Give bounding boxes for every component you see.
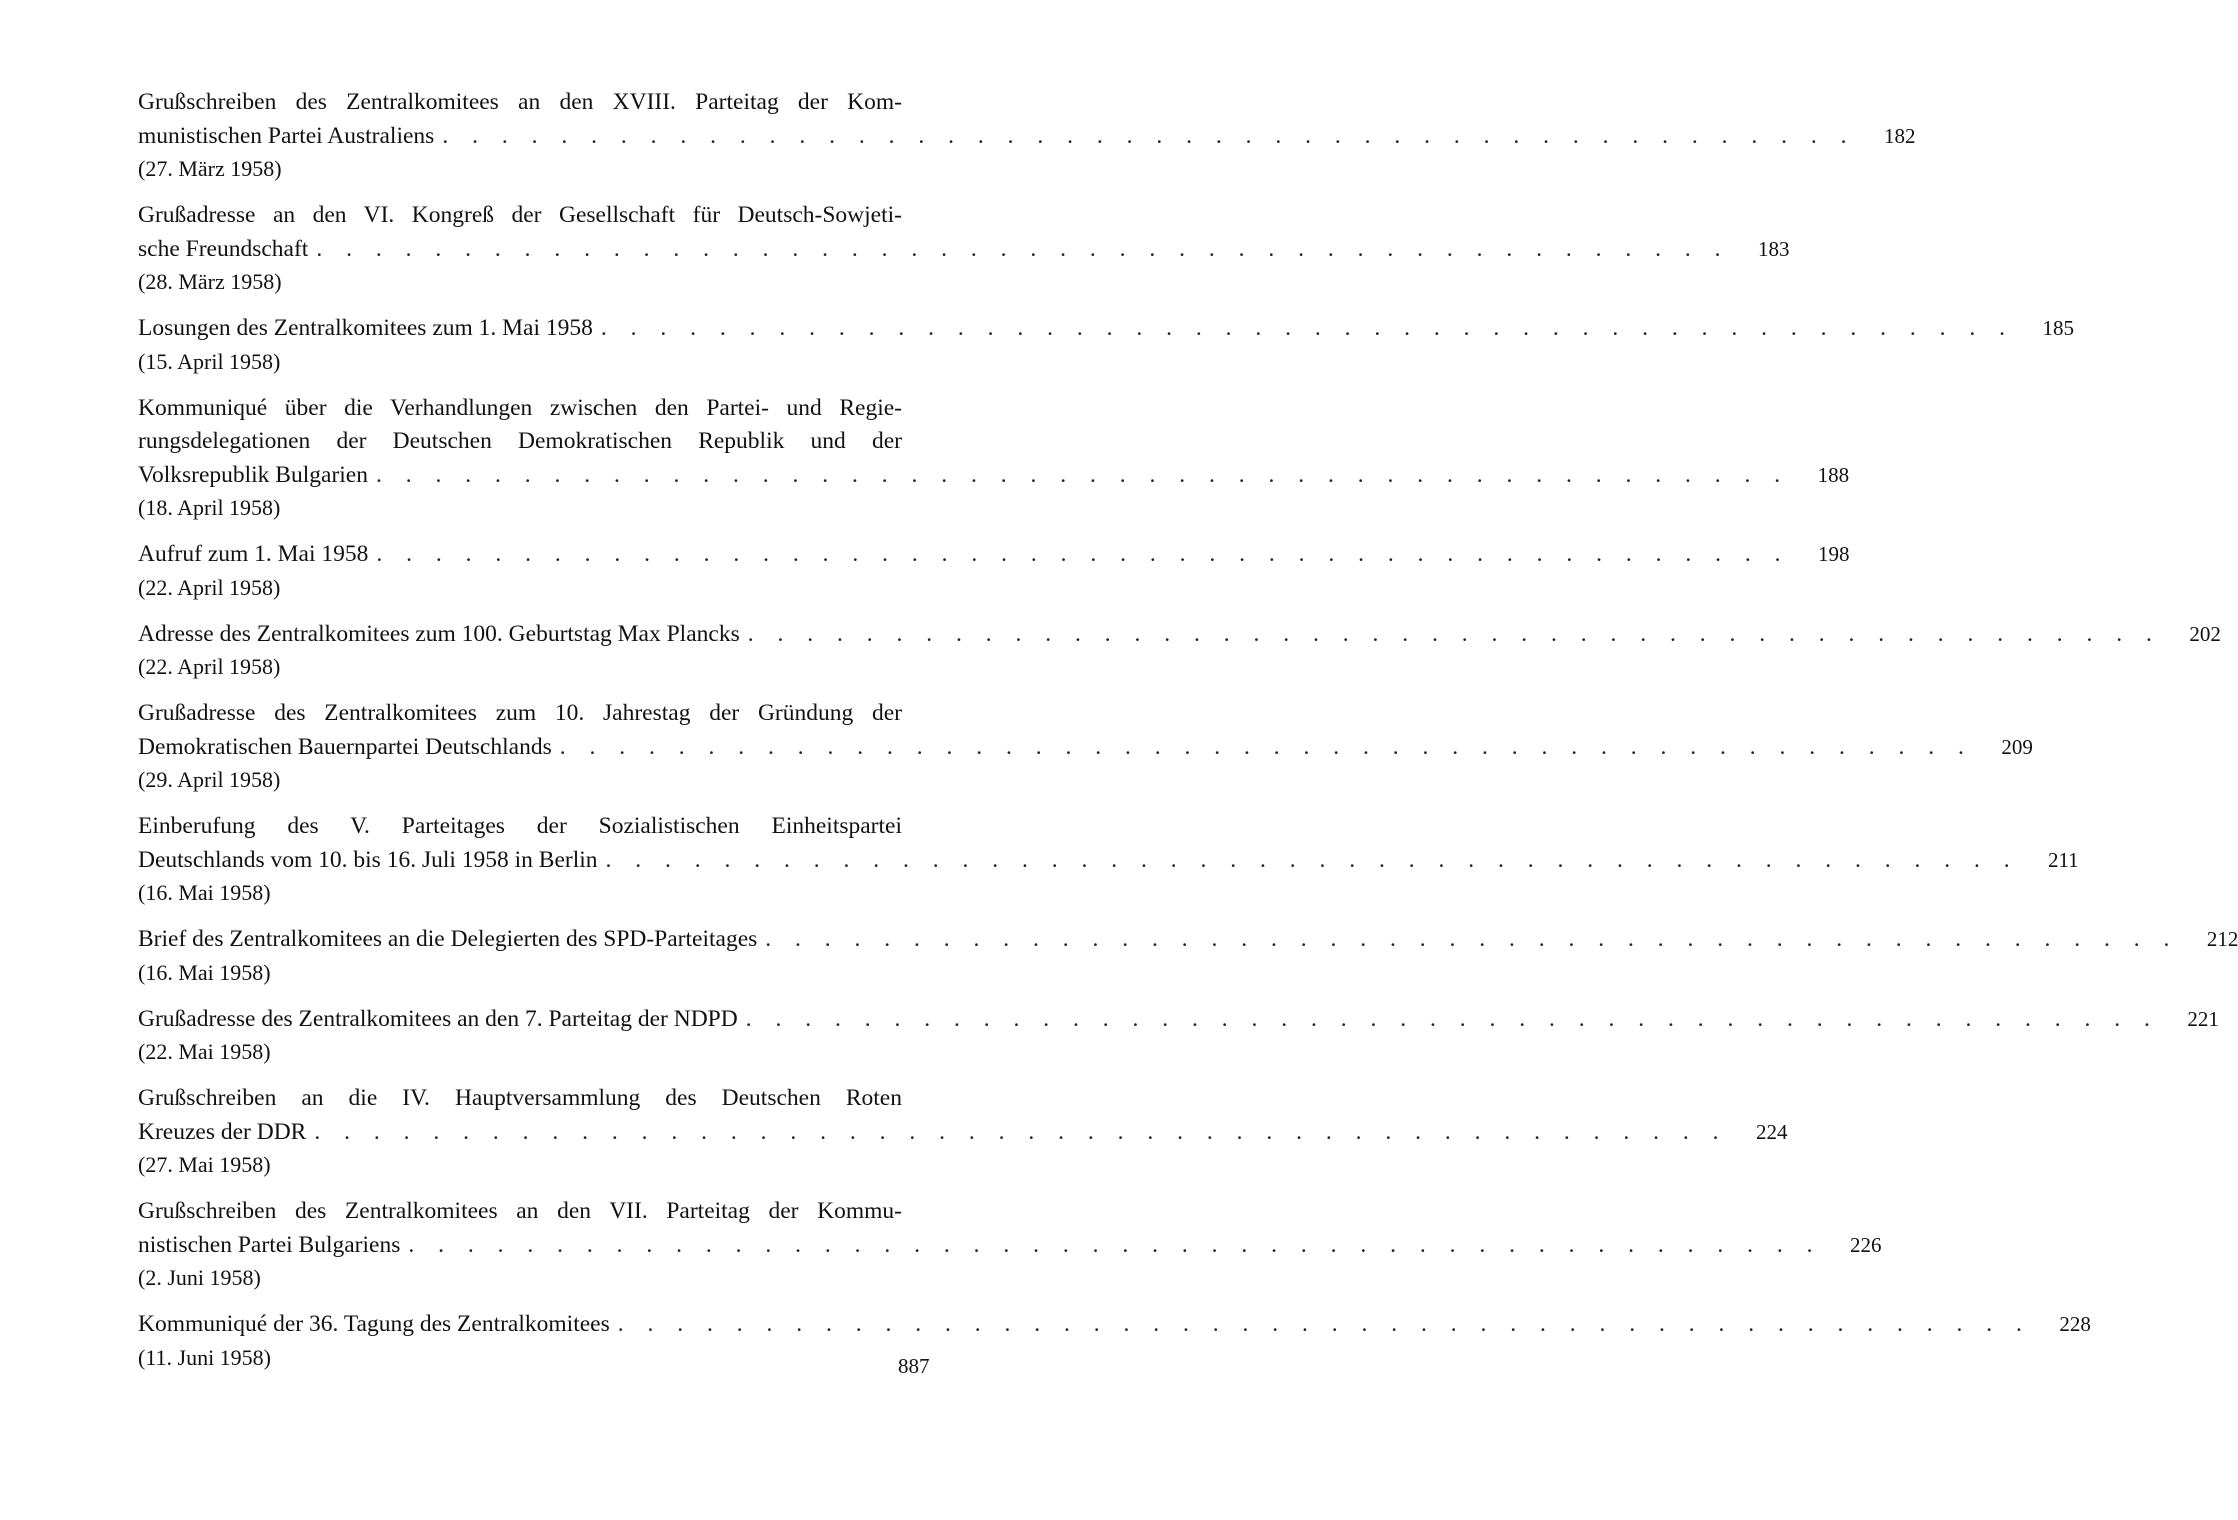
toc-entry-date: (16. Mai 1958) (138, 959, 271, 985)
toc-entry-date: (16. Mai 1958) (138, 880, 271, 905)
toc-entry (138, 199, 1790, 298)
toc-entry-title-last-line (138, 233, 1790, 267)
toc-entry-date: (2. Juni 1958) (138, 1265, 261, 1290)
toc-entry-title-last-line (138, 459, 1850, 493)
table-of-contents (138, 86, 2238, 1388)
toc-entry-page-number: 226 (1850, 1232, 1882, 1257)
toc-entry-title-line: Grußadresse an den VI. Kongreß der Gesellschaft für Deutsch-Sowjeti- (138, 202, 902, 228)
toc-entry-title: Kommuniqué der 36. Tagung des Zentralkomitees (138, 1311, 610, 1337)
toc-entry-title-last-line (138, 1116, 1788, 1150)
toc-entry-page-number: 212 (2206, 927, 2238, 951)
toc-entry-date: (22. April 1958) (138, 654, 281, 679)
dot-leader: . . . . . . . . . . . . . . . . . . . . . . . . . . . . . . . . . . . . . . . . . . . . . . . . (316, 235, 1730, 262)
toc-entry (138, 1195, 1882, 1294)
page-number: 887 (898, 1354, 930, 1378)
toc-entry-page-number: 221 (2187, 1006, 2219, 1031)
toc-entry (138, 312, 2075, 378)
toc-entry-date: (28. März 1958) (138, 269, 282, 294)
toc-entry-date: (22. April 1958) (138, 574, 281, 600)
toc-entry-date: (11. Juni 1958) (138, 1344, 272, 1370)
toc-entry-title: nistischen Partei Bulgariens (138, 1231, 401, 1258)
toc-entry-date: (29. April 1958) (138, 767, 281, 792)
toc-entry (138, 1003, 2219, 1069)
toc-entry-title-line: rungsdelegationen der Deutschen Demokratischen Republik und der (138, 428, 902, 454)
toc-entry (138, 86, 1916, 185)
toc-entry-page-number: 224 (1755, 1119, 1788, 1144)
dot-leader: . . . . . . . . . . . . . . . . . . . . . . . . . . . . . . . . . . . . . . . . . . . . . . . . (605, 846, 2019, 873)
toc-entry-title: Demokratischen Bauernpartei Deutschlands (138, 733, 552, 760)
toc-entry-title-line: Grußschreiben des Zentralkomitees an den XVIII. Parteitag der Kom- (138, 89, 902, 115)
toc-entry-title-last-line (138, 844, 2079, 878)
toc-entry (138, 1082, 1788, 1181)
toc-entry-title: Kreuzes der DDR (138, 1118, 307, 1145)
toc-entry-title-last-line (138, 538, 1850, 572)
toc-entry-page-number: 202 (2189, 621, 2221, 646)
dot-leader: . . . . . . . . . . . . . . . . . . . . . . . . . . . . . . . . . . . . . . . . . . . . . . . . (745, 1005, 2159, 1032)
toc-entry-title: Brief des Zentralkomitees an die Delegierten des SPD-Parteitages (138, 926, 758, 952)
dot-leader: . . . . . . . . . . . . . . . . . . . . . . . . . . . . . . . . . . . . . . . . . . . . . . . . (442, 122, 1856, 149)
dot-leader: . . . . . . . . . . . . . . . . . . . . . . . . . . . . . . . . . . . . . . . . . . . . . . . . (376, 541, 1790, 567)
dot-leader: . . . . . . . . . . . . . . . . . . . . . . . . . . . . . . . . . . . . . . . . . . . . . . . . (765, 926, 2179, 952)
toc-entry (138, 618, 2221, 684)
toc-entry-date: (27. März 1958) (138, 156, 282, 181)
toc-entry (138, 538, 1850, 604)
toc-entry-date: (18. April 1958) (138, 495, 281, 520)
toc-entry-title-last-line (138, 731, 2033, 765)
toc-entry-date: (15. April 1958) (138, 348, 281, 374)
dot-leader: . . . . . . . . . . . . . . . . . . . . . . . . . . . . . . . . . . . . . . . . . . . . . . . . (747, 620, 2161, 647)
toc-entry-page-number: 185 (2042, 316, 2075, 340)
toc-entry-page-number: 182 (1883, 123, 1916, 148)
toc-entry-title-last-line (138, 312, 2075, 346)
dot-leader: . . . . . . . . . . . . . . . . . . . . . . . . . . . . . . . . . . . . . . . . . . . . . . . . (600, 315, 2015, 341)
toc-entry-page-number: 198 (1818, 542, 1850, 566)
toc-entry-title-line: Grußschreiben an die IV. Hauptversammlung des Deutschen Roten (138, 1085, 902, 1111)
toc-entry-title: Deutschlands vom 10. bis 16. Juli 1958 in Berlin (138, 846, 598, 873)
toc-entry-title: munistischen Partei Australiens (138, 122, 435, 149)
toc-entry-title: sche Freundschaft (138, 235, 309, 262)
toc-entry-title: Aufruf zum 1. Mai 1958 (138, 541, 369, 567)
toc-entry-title-line: Einberufung des V. Parteitages der Sozialistischen Einheitspartei (138, 813, 902, 839)
toc-entry-title-last-line (138, 1308, 2091, 1342)
toc-entry (138, 923, 2238, 989)
toc-entry-page-number: 228 (2059, 1312, 2091, 1336)
toc-entry-title: Grußadresse des Zentralkomitees an den 7. Parteitag der NDPD (138, 1005, 738, 1032)
toc-entry-title-last-line (138, 618, 2221, 652)
toc-entry-title-last-line (138, 1229, 1882, 1263)
dot-leader: . . . . . . . . . . . . . . . . . . . . . . . . . . . . . . . . . . . . . . . . . . . . . . . . (559, 733, 1973, 760)
toc-entry-page-number: 183 (1757, 236, 1790, 261)
toc-entry-date: (22. Mai 1958) (138, 1039, 271, 1064)
toc-entry-title-last-line (138, 120, 1916, 154)
toc-entry (138, 1308, 2091, 1374)
toc-entry (138, 392, 1850, 525)
toc-entry-title-line: Kommuniqué über die Verhandlungen zwischen den Partei- und Regie- (138, 394, 902, 421)
toc-entry-page-number: 209 (2001, 734, 2033, 759)
toc-entry-title-line: Grußschreiben des Zentralkomitees an den VII. Parteitag der Kommu- (138, 1198, 902, 1224)
toc-entry-page-number: 188 (1817, 462, 1850, 487)
toc-entry (138, 697, 2033, 796)
toc-entry-title-last-line (138, 1003, 2219, 1037)
toc-entry-title: Volksrepublik Bulgarien (138, 461, 368, 488)
toc-entry-page-number: 211 (2047, 847, 2079, 872)
dot-leader: . . . . . . . . . . . . . . . . . . . . . . . . . . . . . . . . . . . . . . . . . . . . . . . . (375, 461, 1790, 488)
toc-entry-title: Losungen des Zentralkomitees zum 1. Mai 1958 (138, 315, 593, 341)
toc-entry-title-last-line (138, 923, 2238, 957)
dot-leader: . . . . . . . . . . . . . . . . . . . . . . . . . . . . . . . . . . . . . . . . . . . . . . . . (314, 1118, 1728, 1145)
toc-entry-date: (27. Mai 1958) (138, 1152, 271, 1177)
dot-leader: . . . . . . . . . . . . . . . . . . . . . . . . . . . . . . . . . . . . . . . . . . . . . . . . (408, 1231, 1822, 1258)
toc-entry-title-line: Grußadresse des Zentralkomitees zum 10. Jahrestag der Gründung der (138, 700, 902, 726)
toc-entry (138, 810, 2079, 909)
toc-entry-title: Adresse des Zentralkomitees zum 100. Geburtstag Max Plancks (138, 620, 740, 647)
dot-leader: . . . . . . . . . . . . . . . . . . . . . . . . . . . . . . . . . . . . . . . . . . . . . . . . (617, 1311, 2031, 1337)
